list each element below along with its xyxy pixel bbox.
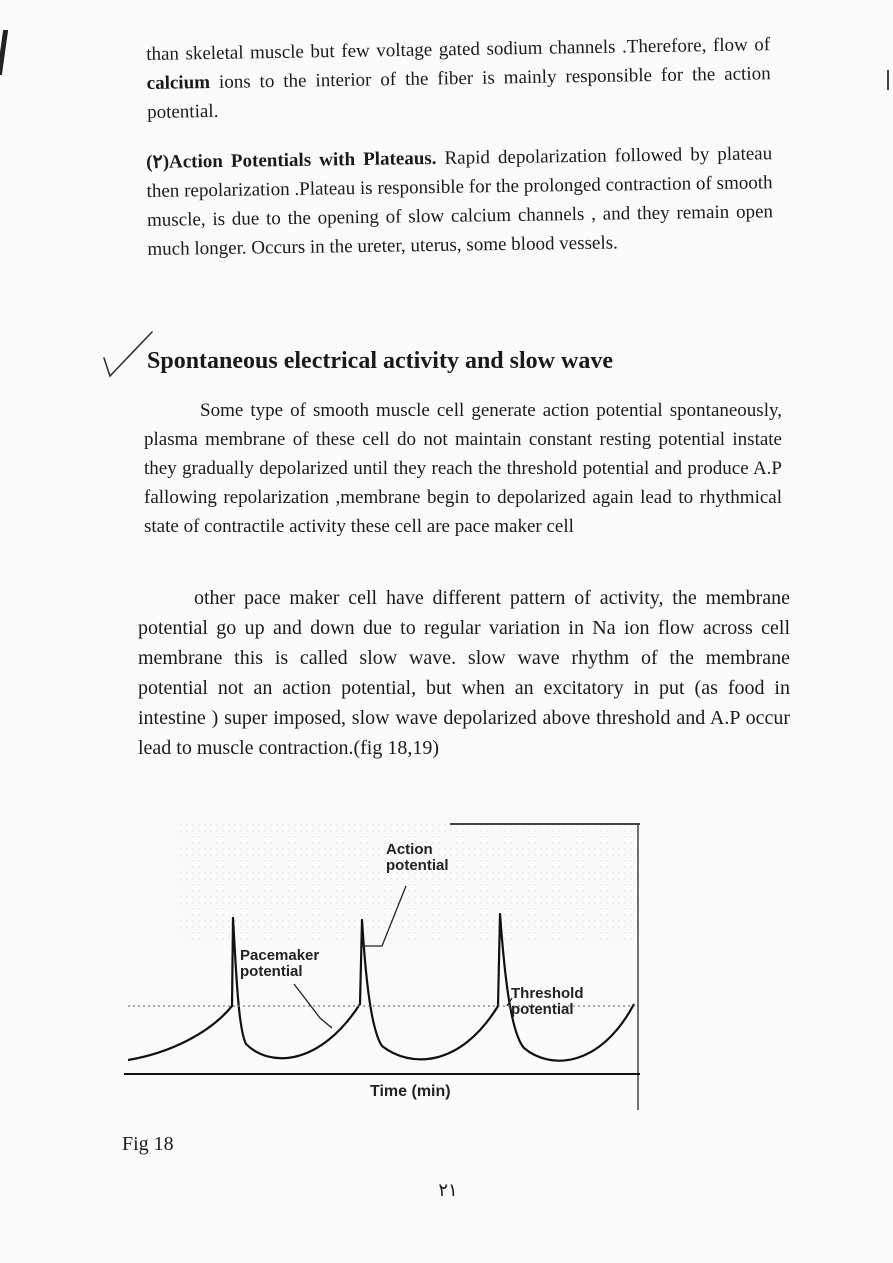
paragraph-spontaneous (144, 396, 782, 541)
spontaneous-text: Some type of smooth muscle cell generate action potential spontaneously, plasma membrane of these cell do not maintain constant resting potential instate they gradually depolarized until they reach the threshold potential and produce A.P fallowing repolarization ,membrane begin to depolarized again lead to rhythmical state of contractile activity these cell are pace maker cell (144, 400, 782, 537)
p1-text-b: ions to the interior of the fiber is mainly responsible for the action potential. (146, 63, 771, 123)
section-heading: Spontaneous electrical activity and slow wave (147, 348, 613, 374)
label-pacemaker-line1: Pacemaker (240, 947, 320, 964)
figure-pacemaker-potential (120, 818, 650, 1118)
label-action-line1: Action (386, 841, 433, 858)
label-threshold-line2: potential (511, 1001, 574, 1018)
x-axis-label: Time (min) (370, 1083, 451, 1100)
label-action-line2: potential (386, 857, 449, 874)
scan-edge-mark-right (887, 70, 889, 90)
scan-edge-mark (0, 30, 8, 75)
label-pacemaker-line2: potential (240, 963, 303, 980)
section-heading-row (100, 330, 740, 380)
plateau-body: Rapid depolarization followed by plateau then repolarization .Plateau is responsible for the prolonged contraction of smooth muscle, is due to the opening of slow calcium channels , and they remain open much longer. Occurs in the ureter, uterus, some blood vessels. (146, 143, 774, 260)
label-threshold-potential (511, 986, 584, 1018)
p1-text-a: than skeletal muscle but few voltage gated sodium channels .Therefore, flow of (146, 34, 771, 65)
paragraph-slow-wave (138, 583, 790, 763)
label-threshold-line1: Threshold (511, 985, 584, 1002)
p1-bold-calcium: calcium (146, 72, 211, 94)
figure-caption: Fig 18 (122, 1133, 174, 1155)
plateau-subheading: (٢)Action Potentials with Plateaus. (146, 147, 437, 173)
label-action-potential (386, 842, 449, 874)
slow-wave-text: other pace maker cell have different pattern of activity, the membrane potential go up and down due to regular variation in Na ion flow across cell membrane this is called slow wave. slow wave rhythm of the membrane potential not an action potential, but when an excitatory in put (as food in intestine ) super imposed, slow wave depolarized above threshold and A.P occur lead to muscle contraction.(fig 18,19) (138, 587, 790, 759)
paragraph-calcium-intro (146, 30, 771, 127)
pacemaker-diagram (120, 818, 650, 1118)
label-pacemaker-potential (240, 948, 319, 980)
paragraph-plateau (146, 139, 774, 264)
page-number: ٢١ (438, 1180, 458, 1201)
